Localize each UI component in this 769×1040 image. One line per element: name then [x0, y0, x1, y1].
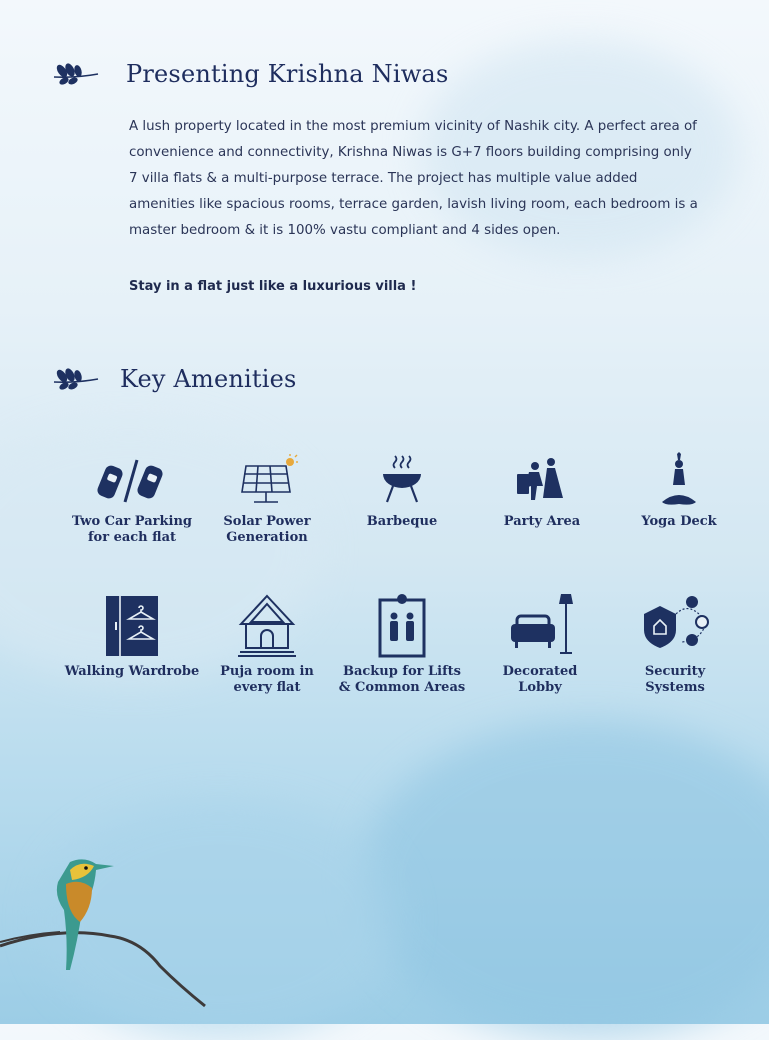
amenity-lift-backup — [327, 594, 477, 696]
amenity-label-2: for each flat — [87, 530, 177, 545]
solar-panel-icon — [232, 452, 302, 508]
security-shield-icon — [640, 594, 710, 658]
amenity-label: Two Car Parking — [72, 514, 192, 529]
amenity-security — [600, 594, 750, 696]
amenity-barbeque — [327, 452, 477, 530]
party-icon — [507, 452, 577, 508]
amenity-label-2: Generation — [226, 530, 308, 545]
amenity-yoga — [604, 452, 754, 530]
amenities-heading — [52, 365, 297, 393]
car-parking-icon — [97, 452, 167, 508]
leaf-branch-icon — [52, 62, 100, 86]
presenting-heading — [52, 60, 448, 88]
amenity-label: Barbeque — [366, 514, 438, 529]
amenity-label: Puja room in — [220, 664, 314, 679]
amenity-car-parking — [57, 452, 207, 546]
intro-paragraph: A lush property located in the most premium vicinity of Nashik city. A perfect area of convenience and connectivity, Krishna Niwas is G+7 floors building comprising only 7 villa flats & a multi-purpose terrace. The project has multiple value added amenities like spacious rooms, terrace garden, lavish living room, each bedroom is a master bedroom & it is 100% vastu compliant and 4 sides open. — [129, 119, 698, 238]
amenity-label: Solar Power — [223, 514, 311, 529]
sofa-lamp-icon — [505, 594, 575, 658]
tagline: Stay in a flat just like a luxurious villa ! — [129, 279, 417, 294]
amenity-puja — [192, 594, 342, 696]
amenity-label-2: every flat — [233, 680, 301, 695]
amenity-party — [467, 452, 617, 530]
amenity-label-2: Lobby — [518, 680, 562, 695]
amenity-label-2: Systems — [645, 680, 705, 695]
watercolor-wash — [360, 720, 769, 1040]
amenity-label: Walking Wardrobe — [64, 664, 200, 679]
amenity-label: Decorated — [502, 664, 578, 679]
amenity-label-2: & Common Areas — [338, 680, 466, 695]
leaf-branch-icon — [52, 367, 100, 391]
temple-icon — [232, 594, 302, 658]
amenity-solar — [192, 452, 342, 546]
amenity-wardrobe — [57, 594, 207, 680]
bird-on-branch-illustration — [0, 850, 220, 1024]
elevator-icon — [367, 594, 437, 658]
presenting-title: Presenting Krishna Niwas — [126, 60, 449, 88]
amenity-label: Security — [644, 664, 706, 679]
wardrobe-icon — [97, 594, 167, 658]
yoga-icon — [644, 452, 714, 508]
amenity-label: Party Area — [503, 514, 581, 529]
amenity-lobby — [465, 594, 615, 696]
amenities-title: Key Amenities — [120, 365, 297, 393]
barbeque-icon — [367, 452, 437, 508]
amenity-label: Yoga Deck — [641, 514, 717, 529]
amenity-label: Backup for Lifts — [342, 664, 462, 679]
